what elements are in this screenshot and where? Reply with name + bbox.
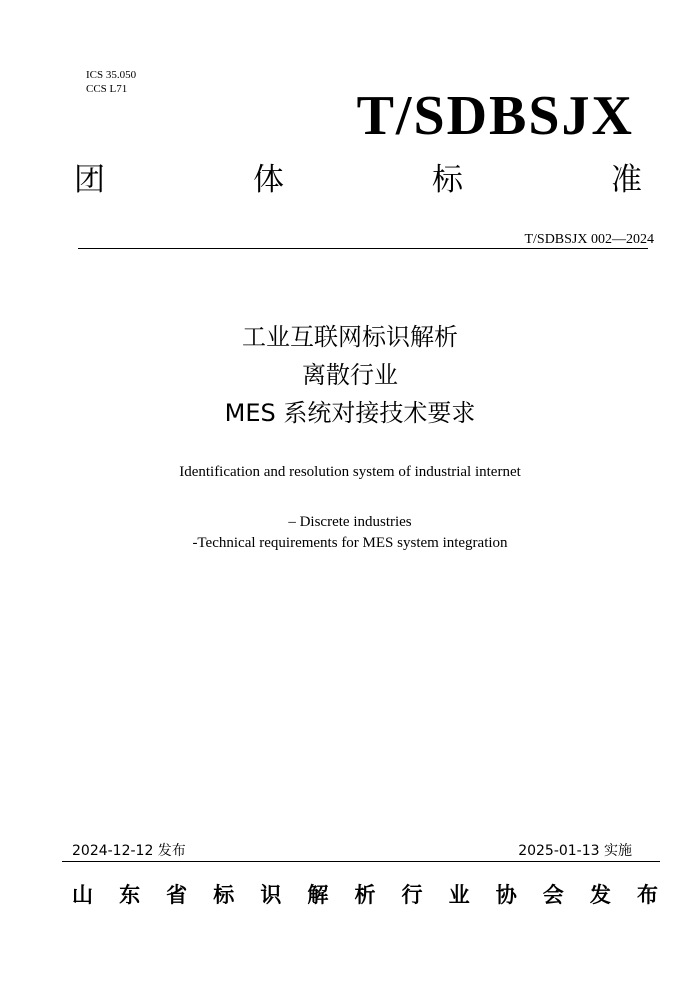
publisher-char: 业 xyxy=(448,883,470,907)
standard-category xyxy=(74,160,642,200)
top-divider xyxy=(78,248,648,249)
category-char: 团 xyxy=(74,162,105,198)
english-title: Identification and resolution system of industrial internet xyxy=(179,464,521,480)
publisher-char: 发 xyxy=(589,883,611,907)
ics-code: ICS 35.050 xyxy=(86,69,137,81)
publisher-char: 协 xyxy=(495,883,517,907)
category-char: 准 xyxy=(611,162,642,198)
publisher-char: 东 xyxy=(119,883,141,907)
publisher-char: 解 xyxy=(307,883,329,907)
publisher-char: 识 xyxy=(260,883,282,907)
implement-date: 2025-01-13 实施 xyxy=(518,843,632,859)
classification-codes xyxy=(86,68,136,96)
bottom-divider xyxy=(62,861,660,862)
standard-number: T/SDBSJX 002—2024 xyxy=(524,232,654,247)
chinese-title xyxy=(0,318,700,432)
chinese-title-line: MES 系统对接技术要求 xyxy=(224,399,476,427)
standard-mark: T/SDBSJX xyxy=(356,85,634,147)
date-line xyxy=(72,842,632,860)
publisher-char: 析 xyxy=(354,883,376,907)
english-subtitle-line: – Discrete industries xyxy=(288,514,412,530)
publisher xyxy=(72,880,658,910)
english-subtitle-line: -Technical requirements for MES system integration xyxy=(192,535,508,551)
chinese-title-line: 离散行业 xyxy=(302,361,398,389)
publisher-char: 标 xyxy=(213,883,235,907)
publish-date: 2024-12-12 发布 xyxy=(72,843,186,859)
category-char: 体 xyxy=(253,162,284,198)
category-char: 标 xyxy=(432,162,463,198)
chinese-title-line: 工业互联网标识解析 xyxy=(242,323,458,351)
publisher-char: 会 xyxy=(542,883,564,907)
publisher-char: 山 xyxy=(72,883,93,907)
ccs-code: CCS L71 xyxy=(86,83,128,95)
english-subtitle xyxy=(0,512,700,554)
publisher-char: 行 xyxy=(401,883,423,907)
publisher-char: 省 xyxy=(166,883,188,907)
publisher-char: 布 xyxy=(636,883,658,907)
